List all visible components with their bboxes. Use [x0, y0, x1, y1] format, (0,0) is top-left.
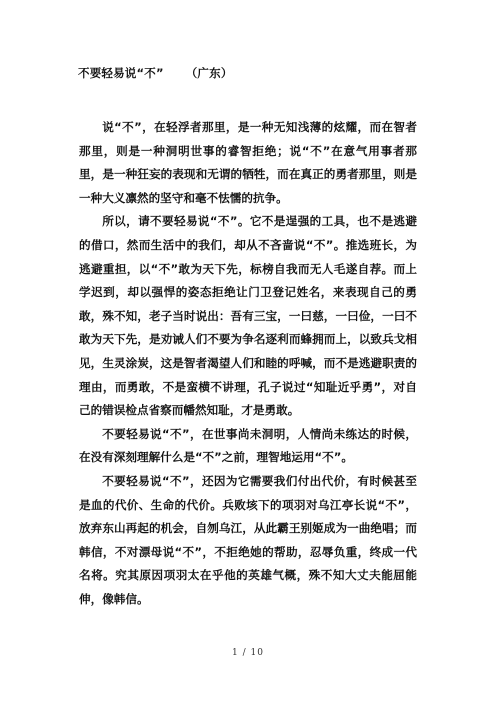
paragraph-2: 所以，请不要轻易说“不”。它不是逞强的工具，也不是逃避的借口，然而生活中的我们，却从不吝啬说“不”。推选班长，为逃避重担，以“不”敢为天下先，标榜自我而无人毛遂自荐。而上学迟到，却以强悍的姿态拒绝让门卫登记姓名，来表现自己的勇敢，殊不知，老子当时说出：吾有三宝，一曰慈，一曰俭，一曰不敢为天下先，是劝诫人们不要为争名逐利而蜂拥而上，以致兵戈相见，生灵涂炭，这是智者渴望人们和睦的呼喊，而不是逃避职责的理由，而勇敢，不是蛮横不讲理，孔子说过“知耻近乎勇”，对自己的错误检点省察而幡然知耻，才是勇敢。: [79, 214, 417, 418]
title-text: 不要轻易说“不”: [78, 66, 164, 80]
paragraph-3: 不要轻易说“不”，在世事尚未洞明，人情尚未练达的时候，在没有深刻理解什么是“不”之前，理智地运用“不”。: [79, 426, 417, 465]
page-number: 1 / 10: [232, 648, 264, 658]
paragraph-4: 不要轻易说“不”，还因为它需要我们付出代价，有时候甚至是血的代价、生命的代价。兵败垓下的项羽对乌江亭长说“不”，放弃东山再起的机会，自刎乌江，从此霸王别姬成为一曲绝唱；而韩信，不对漂母说“不”，不拒绝她的帮助，忍辱负重，终成一代名将。究其原因项羽太在乎他的英雄气概，殊不知大丈夫能屈能伸，像韩信。: [79, 473, 417, 606]
title-region: （广东）: [185, 66, 233, 80]
paragraph-1: 说“不”，在轻浮者那里，是一种无知浅薄的炫耀，而在智者那里，则是一种洞明世事的睿智拒绝；说“不”在意气用事者那里，是一种狂妄的表现和无谓的牺牲，而在真正的勇者那里，则是一种大义凛然的坚守和毫不怯懦的抗争。: [79, 120, 417, 205]
document-title: [78, 65, 233, 81]
document-body: [79, 116, 417, 611]
